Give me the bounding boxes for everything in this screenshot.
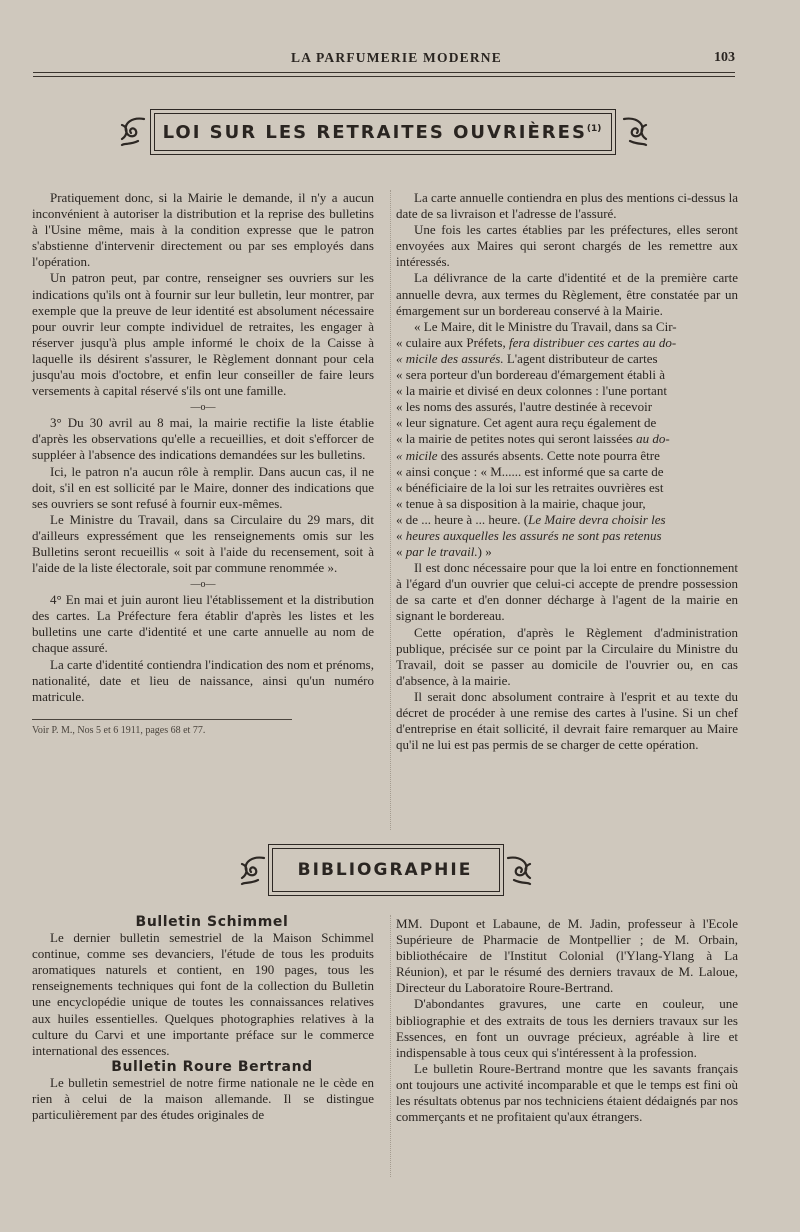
flourish-left-icon	[238, 854, 268, 886]
retraites-left-column	[32, 190, 374, 737]
separator: —o—	[190, 579, 216, 591]
subheading-schimmel: Bulletin Schimmel	[135, 914, 289, 930]
paragraph: Il serait donc absolument contraire à l'esprit et au texte du décret de procéder à une remise des cartes à l'usine. Si un chef d'entreprise en était sollicité, il devrait faire remarquer au Maire qu'il ne lui est pas permis de se charger de cette opération.	[396, 688, 738, 753]
bibliographie-left-column	[32, 914, 374, 1123]
footnote-mark: (1)	[586, 124, 602, 134]
paragraph: Le bulletin semestriel de notre firme nationale ne le cède en rien à celui de la maison allemande. Il se distingue particulièrement par des études originales de	[32, 1074, 374, 1123]
flourish-right-icon	[504, 854, 534, 886]
paragraph: Le bulletin Roure-Bertrand montre que les savants français ont toujours une activité incomparable et que le temps est fini où les résultats obtenus par nos techniciens étaient dédaignés par nos commerçants et ne profitaient qu'aux étrangers.	[396, 1060, 738, 1125]
quote-line: « les noms des assurés, l'autre destinée à recevoir	[396, 399, 653, 415]
separator: —o—	[190, 402, 216, 414]
quote-line: « la mairie de petites notes qui seront laissées au do-	[396, 431, 670, 447]
paragraph: Le dernier bulletin semestriel de la Maison Schimmel continue, comme ses devanciers, l'étude de tous les produits aromatiques naturels et contient, en 190 pages, tous les renseignements techniques qui font de la collection du Bulletin une encyclopédie unique de toutes les connaissances relatives aux huiles essentielles. Quelques photographies relatives à la culture du Carvi et une importante préface sur le commerce international des essences.	[32, 930, 374, 1058]
quote-line: « sera porteur d'un bordereau d'émargement établi à	[396, 367, 666, 383]
footnote: Voir P. M., Nos 5 et 6 1911, pages 68 et 77.	[32, 724, 206, 736]
column-divider	[390, 190, 391, 830]
quote-line: « heures auxquelles les assurés ne sont pas retenus	[396, 527, 662, 543]
footnote-rule	[32, 719, 292, 720]
quote-line: « micile des assurés absents. Cette note pourra être	[396, 447, 660, 463]
running-title: LA PARFUMERIE MODERNE	[291, 50, 502, 65]
flourish-left-icon	[118, 115, 148, 147]
paragraph: La carte annuelle contiendra en plus des mentions ci-dessus la date de sa livraison et l'adresse de l'assuré.	[396, 190, 738, 222]
paragraph: 4° En mai et juin auront lieu l'établissement et la distribution des cartes. La Préfecture fera établir d'après les listes et les bulletins une carte d'identité et une carte annuelle au nom de chaque assuré.	[32, 592, 374, 656]
header-rule-thin	[33, 76, 735, 77]
quote-line: « culaire aux Préfets, fera distribuer ces cartes au do-	[396, 334, 677, 350]
quote-line: « de ... heure à ... heure. (Le Maire devra choisir les	[396, 511, 666, 527]
quote-line: « leur signature. Cet agent aura reçu également de	[396, 415, 657, 431]
paragraph: La délivrance de la carte d'identité et de la première carte annuelle devra, aux termes du Règlement, être constatée par un émargement sur un bordereau conservé à la Mairie.	[396, 270, 738, 318]
quote-line: « la mairie et divisé en deux colonnes : l'une portant	[396, 383, 667, 399]
column-divider	[390, 915, 391, 1177]
quote-line: « tenue à sa disposition à la mairie, chaque jour,	[396, 495, 646, 511]
paragraph: 3° Du 30 avril au 8 mai, la mairie rectifie la liste établie d'après les observations qu'elle a recueillies, et doit s'efforcer de suppléer à l'absence des indications demandées sur les bulletins.	[32, 415, 374, 463]
quote-line: « bénéficiaire de la loi sur les retraites ouvrières est	[396, 479, 664, 495]
section-banner-bibliographie	[238, 842, 534, 898]
paragraph: La carte d'identité contiendra l'indication des nom et prénoms, nationalité, date et lieu de naissance, ainsi qu'un numéro matricule.	[32, 656, 374, 704]
bibliographie-right-column	[396, 916, 738, 1125]
paragraph: Un patron peut, par contre, renseigner ses ouvriers sur les indications qu'ils ont à fournir sur leur bulletin, leur montrer, par exemple que la preuve de leur identité est absolument nécessaire pour ouvrir leur compte individuel de retraites, les engager à réserver jusqu'à plus ample informé le choix de la Caisse à laquelle ils désirent s'assurer, le Règlement donnant pour cela jusqu'au mois d'octobre, et enfin leur conseiller de faire leurs versements à capital réservé s'ils ont une famille.	[32, 270, 374, 399]
page-number: 103	[714, 50, 735, 65]
paragraph: D'abondantes gravures, une carte en couleur, une bibliographie et des extraits de tous les derniers travaux sur les Essences, en font un ouvrage précieux, agréable à lire et indispensable à tous ceux qui s'intéressent à la profession.	[396, 996, 738, 1060]
ministerial-quote	[396, 319, 738, 560]
section-title: BIBLIOGRAPHIE	[297, 860, 473, 880]
paragraph: Pratiquement donc, si la Mairie le demande, il n'y a aucun inconvénient à autoriser la distribution et la reprise des bulletins à l'Usine même, mais à la condition expresse que le patron s'abstienne d'intervenir directement ou par ses employés dans l'opération.	[32, 190, 374, 270]
quote-line: « par le travail.) »	[396, 544, 492, 560]
section-banner-retraites	[118, 107, 654, 157]
subheading-roure-bertrand: Bulletin Roure Bertrand	[111, 1058, 313, 1075]
header-rule	[33, 72, 735, 73]
quote-line: « Le Maire, dit le Ministre du Travail, dans sa Cir-	[414, 318, 677, 334]
quote-line: « micile des assurés. L'agent distributeur de cartes	[396, 350, 658, 366]
paragraph: Une fois les cartes établies par les préfectures, elles seront envoyées aux Maires qui seront chargés de les remettre aux intéressés.	[396, 222, 738, 270]
flourish-right-icon	[620, 115, 650, 147]
paragraph: Le Ministre du Travail, dans sa Circulaire du 29 mars, dit d'ailleurs expressément que les renseignements omis sur les Bulletins seront recueillis « soit à l'aide du recensement, soit à l'aide de la liste électorale, soit par commune renommée ».	[32, 511, 374, 576]
running-head	[33, 50, 735, 70]
retraites-right-column	[396, 190, 738, 753]
section-title: LOI SUR LES RETRAITES OUVRIÈRES$^{(1)}$	[162, 122, 602, 143]
paragraph: Il est donc nécessaire pour que la loi entre en fonctionnement à l'égard d'un ouvrier que celui-ci accepte de prendre possession de sa carte et d'en donner décharge à l'agent de la mairie en signant le bordereau.	[396, 560, 738, 624]
quote-line: « ainsi conçue : « M...... est informé que sa carte de	[396, 463, 664, 479]
paragraph: Ici, le patron n'a aucun rôle à remplir. Dans aucun cas, il ne doit, s'il en est sollicité par le Maire, donner des indications que ses ouvriers se sont refusé à fournir eux-mêmes.	[32, 463, 374, 511]
paragraph: MM. Dupont et Labaune, de M. Jadin, professeur à l'Ecole Supérieure de Pharmacie de Montpellier ; de M. Orbain, bibliothécaire de l'Institut Colonial (l'Ylang-Ylang à La Réunion), et par le résumé des derniers travaux de M. Laloue, Directeur du Laboratoire Roure-Bertrand.	[396, 916, 738, 996]
paragraph: Cette opération, d'après le Règlement d'administration publique, précisée sur ce point par la Circulaire du Ministre du Travail, doit se passer au domicile de l'ouvrier ou, en cas d'absence, à la mairie.	[396, 624, 738, 688]
